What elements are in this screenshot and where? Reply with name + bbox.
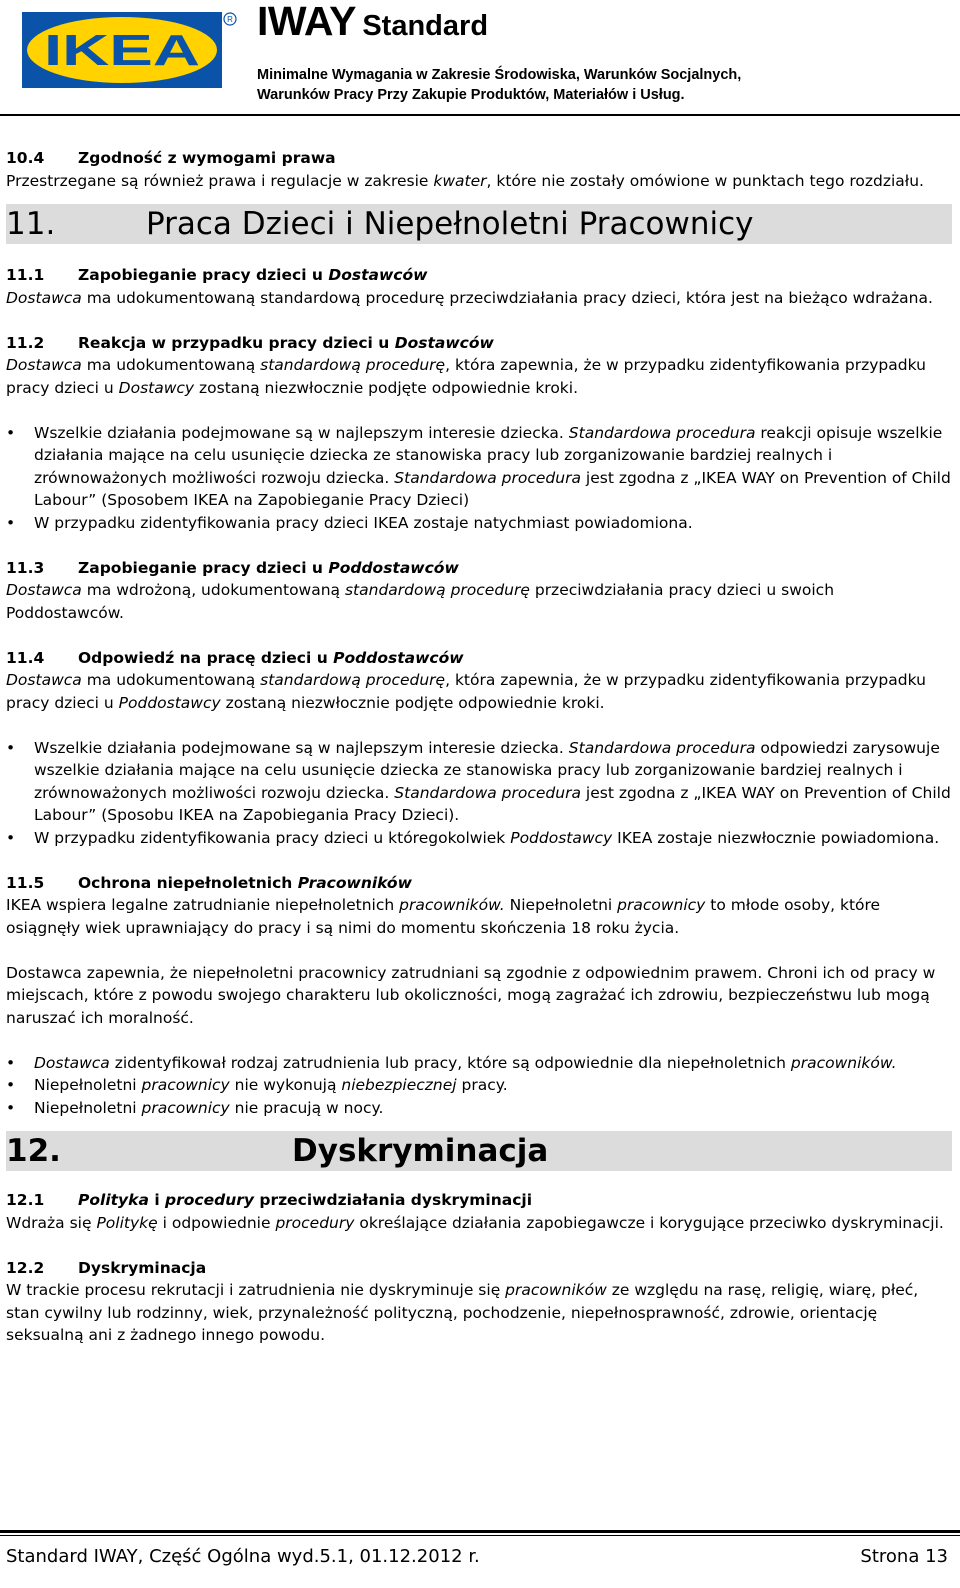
list-item: • Niepełnoletni pracownicy nie wykonują niebezpiecznej pracy. xyxy=(6,1074,952,1097)
chapter-title: Dyskryminacja xyxy=(292,1133,549,1169)
section-11-1-heading: 11.1 Zapobieganie pracy dzieci u Dostawców xyxy=(6,266,428,284)
section-11-2-text: Dostawca ma udokumentowaną standardową procedurę, która zapewnia, że w przypadku zidentyfikowania przypadku pracy dzieci u Dostawcy zostaną niezwłocznie podjęte odpowiednie kroki. xyxy=(6,356,926,397)
section-11-2-bullets xyxy=(6,422,952,535)
section-11-5-heading: 11.5 Ochrona niepełnoletnich Pracowników xyxy=(6,873,412,892)
list-item: • Wszelkie działania podejmowane są w najlepszym interesie dziecka. Standardowa procedura odpowiedzi zarysowuje wszelkie działania mające na celu usunięcie dziecka ze stanowiska pracy lub zorganizowanie bardziej realnych i zrównoważonych możliwości rozwoju dziecka. Standardowa procedura jest zgodna z „IKEA WAY on Prevention of Child Labour” (Sposobu IKEA na Zapobiegania Pracy Dzieci). xyxy=(6,737,952,827)
section-12-2-heading: 12.2 Dyskryminacja xyxy=(6,1258,207,1277)
section-11-1-text: Dostawca ma udokumentowaną standardową procedurę przeciwdziałania pracy dzieci, która jest na bieżąco wdrażana. xyxy=(6,288,933,307)
chapter-number: 12. xyxy=(6,1133,61,1169)
page-header xyxy=(0,0,960,118)
list-item: • W przypadku zidentyfikowania pracy dzieci IKEA zostaje natychmiast powiadomiona. xyxy=(6,512,952,535)
section-11-4-heading: 11.4 Odpowiedź na pracę dzieci u Poddostawców xyxy=(6,648,464,667)
section-title: Zgodność z wymogami prawa xyxy=(78,149,336,167)
header-subtitle-line1: Minimalne Wymagania w Zakresie Środowiska, Warunków Socjalnych, xyxy=(257,67,742,83)
header-title-standard: Standard xyxy=(362,10,489,42)
header-divider xyxy=(0,114,960,116)
section-number: 10.4 xyxy=(6,149,45,167)
chapter-12-heading xyxy=(6,1131,952,1171)
chapter-11-heading xyxy=(6,204,952,244)
section-12-1-heading: 12.1 Polityka i procedury przeciwdziałania dyskryminacji xyxy=(6,1191,533,1209)
header-title xyxy=(257,0,489,44)
section-11-5-text-1: IKEA wspiera legalne zatrudnianie niepełnoletnich pracowników. Niepełnoletni pracownicy to młode osoby, które osiągnęły wiek uprawniający do pracy i są nimi do momentu skończenia 18 roku życia. xyxy=(6,896,881,937)
footer-divider-thin xyxy=(0,1535,960,1536)
section-11-3-heading: 11.3 Zapobieganie pracy dzieci u Poddostawców xyxy=(6,558,459,577)
section-11-4-text: Dostawca ma udokumentowaną standardową procedurę, która zapewnia, że w przypadku zidentyfikowania przypadku pracy dzieci u Poddostawcy zostaną niezwłocznie podjęte odpowiednie kroki. xyxy=(6,671,926,712)
section-11-5-text-2: Dostawca zapewnia, że niepełnoletni pracownicy zatrudniani są zgodnie z odpowiednim prawem. Chroni ich od pracy w miejscach, które z powodu swojego charakteru lub okoliczności, mogą zagrażać ich zdrowiu, bezpieczeństwu lub mogą naruszać ich moralność. xyxy=(6,963,936,1027)
ikea-logo xyxy=(22,12,244,94)
section-10-4-heading xyxy=(6,147,952,170)
footer-page-number: Strona 13 xyxy=(860,1546,948,1567)
section-10-4-text: Przestrzegane są również prawa i regulacje w zakresie kwater, które nie zostały omówione w punktach tego rozdziału. xyxy=(6,171,924,190)
header-title-main: IWAY xyxy=(257,0,357,44)
chapter-title: Praca Dzieci i Niepełnoletni Pracownicy xyxy=(146,206,754,242)
header-subtitle-line2: Warunków Pracy Przy Zakupie Produktów, Materiałów i Usług. xyxy=(257,87,685,103)
list-item: • W przypadku zidentyfikowania pracy dzieci u któregokolwiek Poddostawcy IKEA zostaje niezwłocznie powiadomiona. xyxy=(6,827,952,850)
section-11-5-bullets xyxy=(6,1052,952,1120)
document-body xyxy=(6,147,952,1347)
ikea-logo-text: IKEA xyxy=(44,26,200,75)
section-11-3-text: Dostawca ma wdrożoną, udokumentowaną standardową procedurę przeciwdziałania pracy dzieci u swoich Poddostawców. xyxy=(6,581,835,622)
svg-text:R: R xyxy=(227,15,233,24)
section-12-2-text: W trackie procesu rekrutacji i zatrudnienia nie dyskryminuje się pracowników ze względu na rasę, religię, wiarę, płeć, stan cywilny lub rodzinny, wiek, przynależność polityczną, pochodzenie, niepełnosprawność, zdrowie, orientację seksualną ani z żadnego innego powodu. xyxy=(6,1281,919,1344)
section-11-2-heading: 11.2 Reakcja w przypadku pracy dzieci u Dostawców xyxy=(6,333,494,352)
list-item: • Niepełnoletni pracownicy nie pracują w nocy. xyxy=(6,1097,952,1120)
footer-divider xyxy=(0,1530,960,1533)
footer-document-info: Standard IWAY, Część Ogólna wyd.5.1, 01.12.2012 r. xyxy=(6,1546,480,1567)
chapter-number: 11. xyxy=(6,206,56,242)
section-11-4-bullets xyxy=(6,737,952,850)
list-item: • Wszelkie działania podejmowane są w najlepszym interesie dziecka. Standardowa procedura reakcji opisuje wszelkie działania mające na celu usunięcie dziecka ze stanowiska pracy lub zorganizowanie bardziej realnych i zrównoważonych możliwości rozwoju dziecka. Standardowa procedura jest zgodna z „IKEA WAY on Prevention of Child Labour” (Sposobem IKEA na Zapobieganie Pracy Dzieci) xyxy=(6,422,952,512)
section-12-1-text: Wdraża się Politykę i odpowiednie procedury określające działania zapobiegawcze i korygujące przeciwko dyskryminacji. xyxy=(6,1213,944,1232)
list-item: • Dostawca zidentyfikował rodzaj zatrudnienia lub pracy, które są odpowiednie dla niepełnoletnich pracowników. xyxy=(6,1052,952,1075)
